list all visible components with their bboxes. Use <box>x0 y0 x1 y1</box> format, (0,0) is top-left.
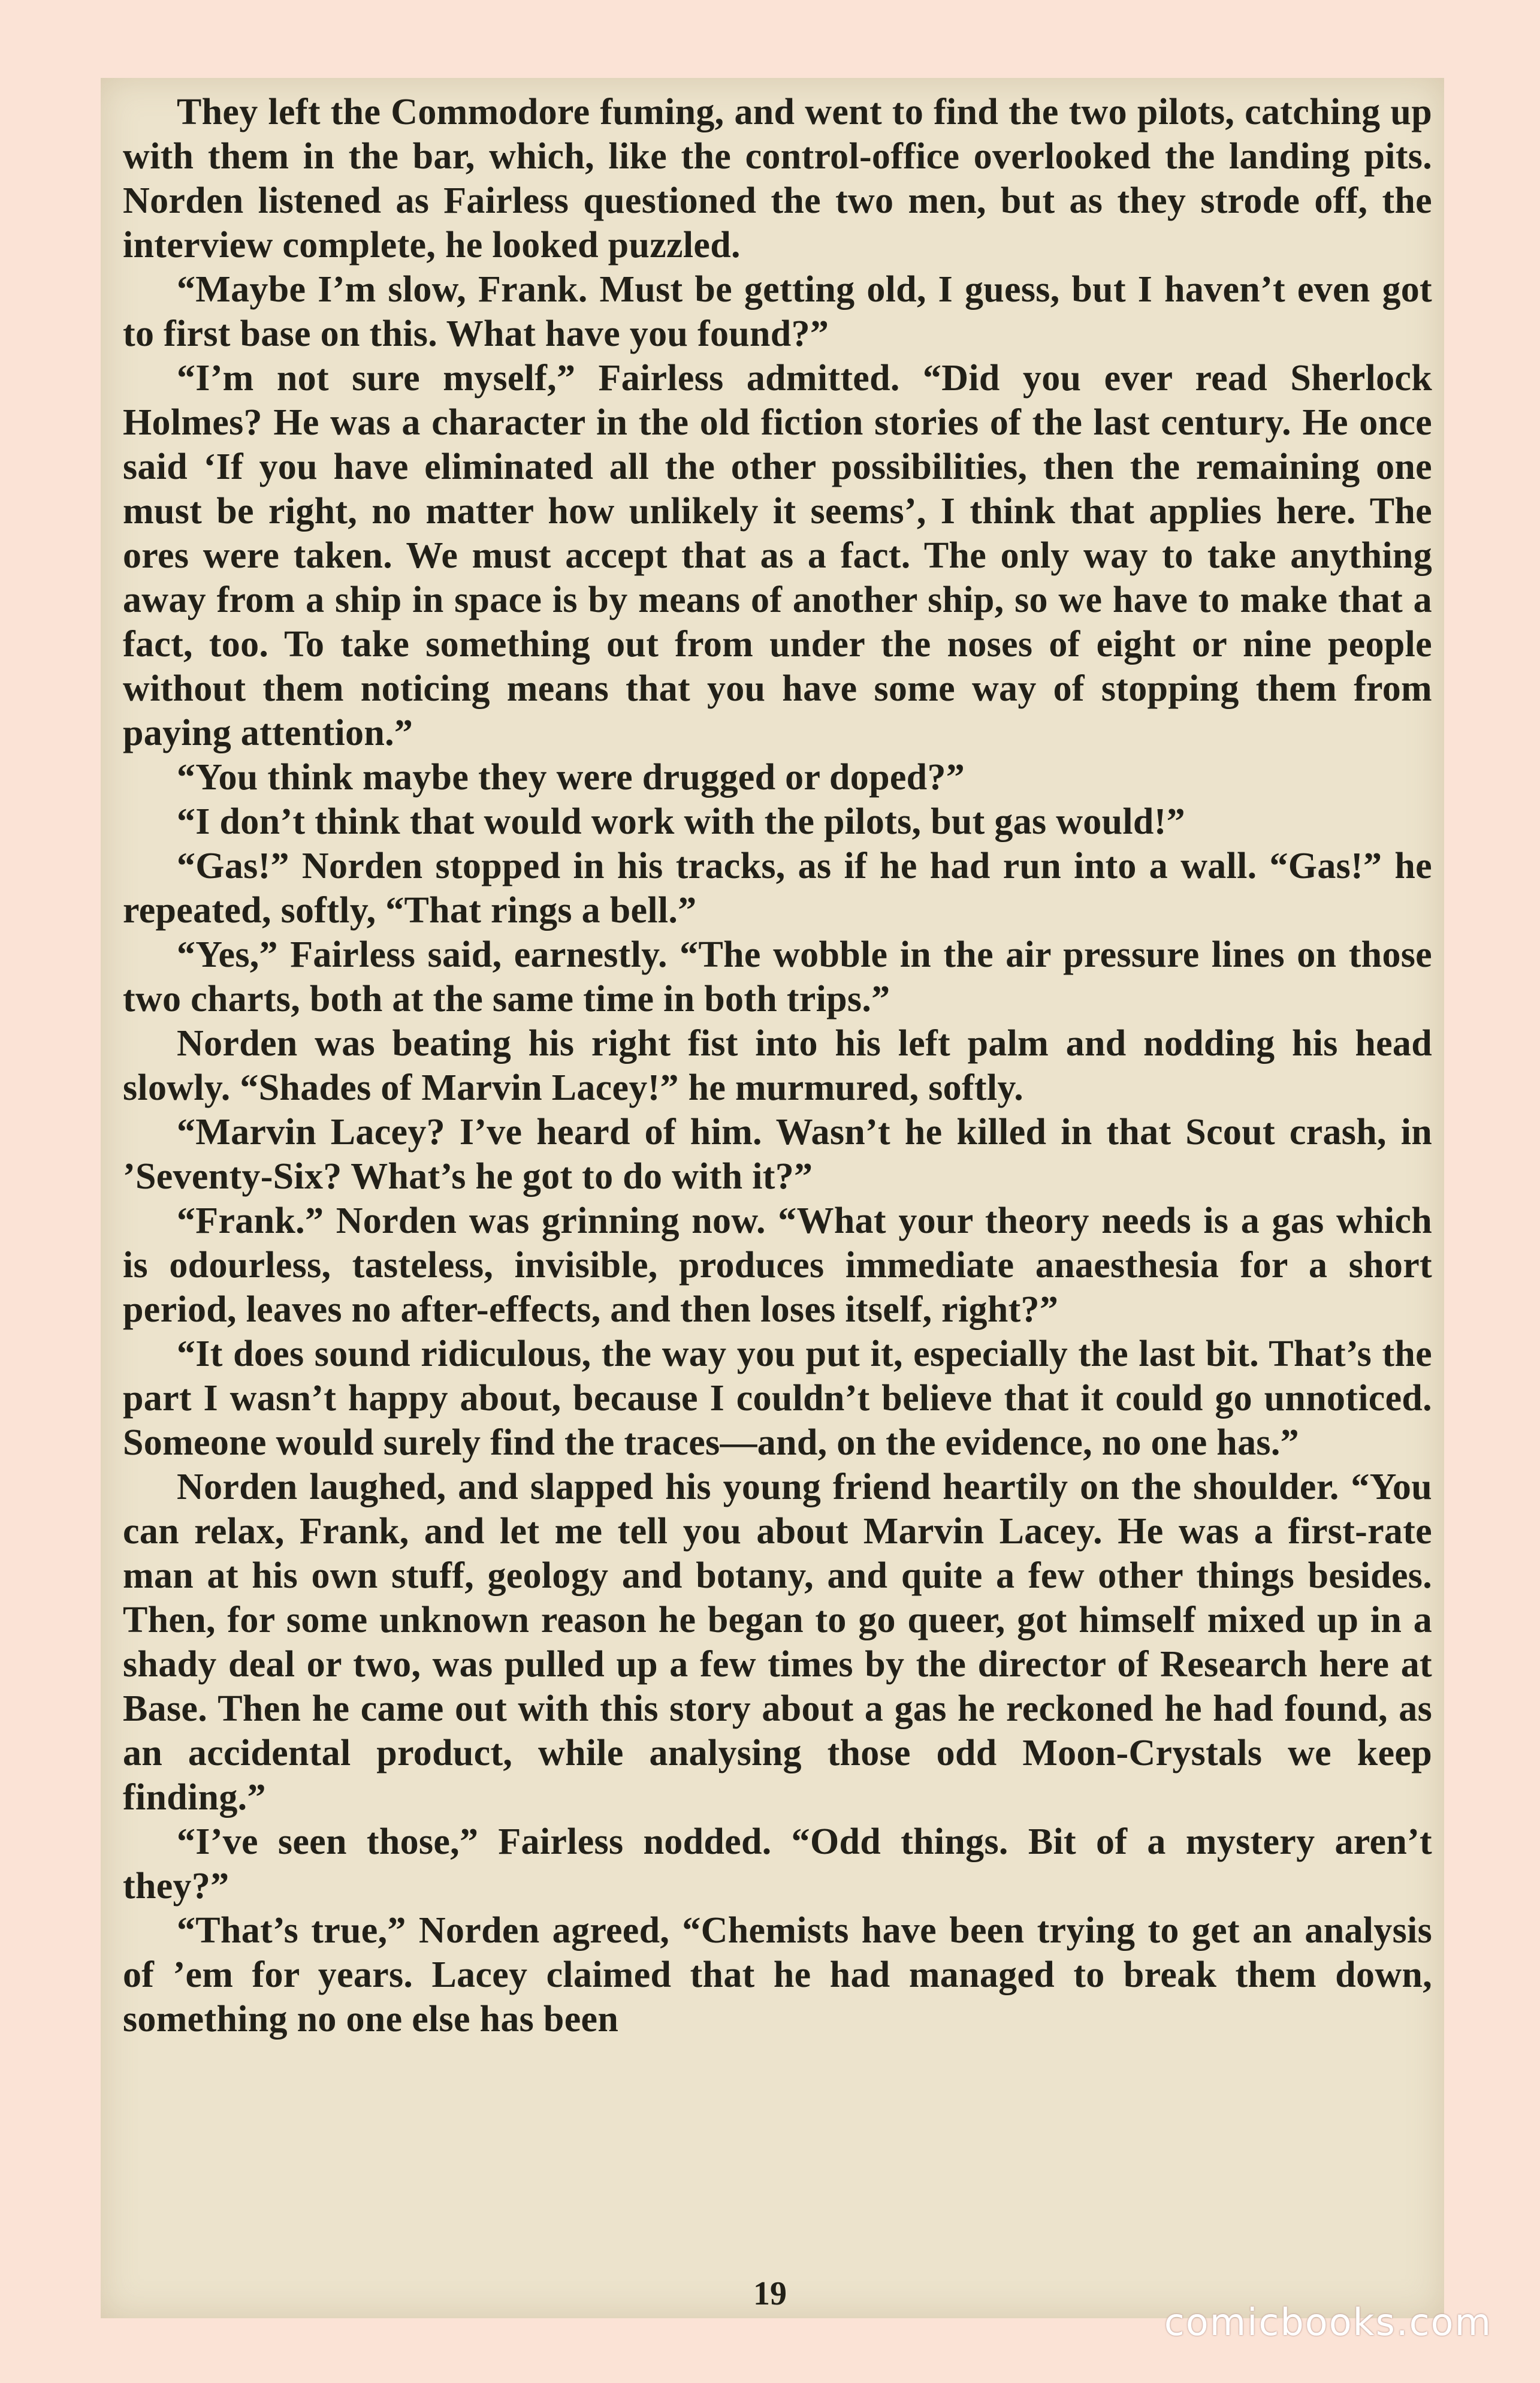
paragraph: “I’m not sure myself,” Fairless admitted. “Did you ever read Sherlock Holmes? He was a character in the old fiction stories of the last century. He once said ‘If you have eliminated all the other possibilities, then the remaining one must be right, no matter how unlikely it seems’, I think that applies here. The ores were taken. We must accept that as a fact. The only way to take anything away from a ship in space is by means of another ship, so we have to make that a fact, too. To take something out from under the noses of eight or nine people without them noticing means that you have some way of stopping them from paying attention.” <box>123 358 1432 753</box>
paragraph: “I don’t think that would work with the pilots, but gas would!” <box>177 801 1185 842</box>
paragraph: “I’ve seen those,” Fairless nodded. “Odd things. Bit of a mystery aren’t they?” <box>123 1821 1432 1907</box>
paragraph: “You think maybe they were drugged or doped?” <box>177 757 965 798</box>
paragraph: Norden was beating his right fist into his left palm and nodding his head slowly. “Shades of Marvin Lacey!” he murmured, softly. <box>123 1023 1432 1108</box>
paragraph: “Gas!” Norden stopped in his tracks, as if he had run into a wall. “Gas!” he repeated, softly, “That rings a bell.” <box>123 846 1432 931</box>
page-number: 19 <box>753 2275 787 2312</box>
paragraph: They left the Commodore fuming, and went to find the two pilots, catching up with them in the bar, which, like the control-office overlooked the landing pits. Norden listened as Fairless questioned the two men, but as they strode off, the interview complete, he looked puzzled. <box>123 92 1432 266</box>
paragraph: “It does sound ridiculous, the way you put it, especially the last bit. That’s the part I wasn’t happy about, because I couldn’t believe that it could go unnoticed. Someone would surely find the traces—and, on the evidence, no one has.” <box>123 1334 1432 1463</box>
paragraph: “Maybe I’m slow, Frank. Must be getting old, I guess, but I haven’t even got to first base on this. What have you found?” <box>123 269 1432 354</box>
paragraph: “Yes,” Fairless said, earnestly. “The wobble in the air pressure lines on those two charts, both at the same time in both trips.” <box>123 934 1432 1019</box>
paragraph: “Frank.” Norden was grinning now. “What your theory needs is a gas which is odourless, tasteless, invisible, produces immediate anaesthesia for a short period, leaves no after-effects, and then loses itself, right?” <box>123 1200 1432 1330</box>
site-watermark: comicbooks.com <box>1164 2300 1492 2344</box>
paragraph: Norden laughed, and slapped his young friend heartily on the shoulder. “You can relax, Frank, and let me tell you about Marvin Lacey. He was a first-rate man at his own stuff, geology and botany, and quite a few other things besides. Then, for some unknown reason he began to go queer, got himself mixed up in a shady deal or two, was pulled up a few times by the director of Research here at Base. Then he came out with this story about a gas he reckoned he had found, as an accidental product, while analysing those odd Moon-Crystals we keep finding.” <box>123 1467 1432 1818</box>
paragraph: “That’s true,” Norden agreed, “Chemists have been trying to get an analysis of ’em for years. Lacey claimed that he had managed to break them down, something no one else has been <box>123 1910 1432 2040</box>
story-text <box>123 90 1432 2041</box>
paragraph: “Marvin Lacey? I’ve heard of him. Wasn’t he killed in that Scout crash, in ’Seventy-Six? What’s he got to do with it?” <box>123 1112 1432 1197</box>
